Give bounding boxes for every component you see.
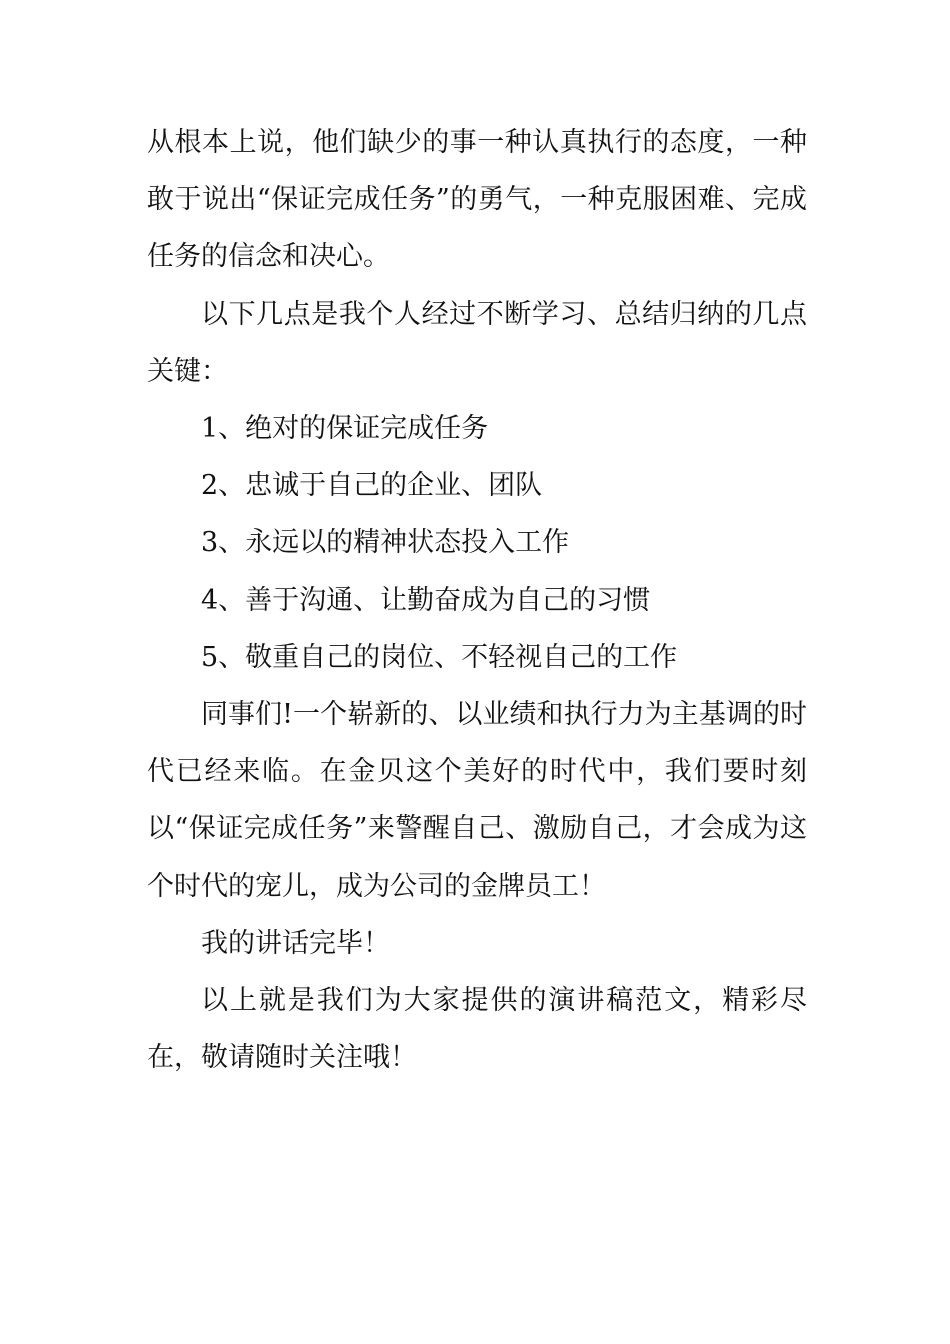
list-item-4: 4、善于沟通、让勤奋成为自己的习惯	[201, 584, 651, 616]
list-item-5: 5、敬重自己的岗位、不轻视自己的工作	[201, 641, 678, 673]
paragraph-key-points-intro: 以下几点是我个人经过不断学习、总结归纳的几点关键：	[147, 298, 807, 387]
paragraph-continuation: 从根本上说，他们缺少的事一种认真执行的态度，一种敢于说出“保证完成任务”的勇气，一种克服困难、完成任务的信念和决心。	[147, 127, 807, 273]
document-body	[147, 114, 807, 1086]
paragraph-closing: 以上就是我们为大家提供的演讲稿范文，精彩尽在，敬请随时关注哦！	[147, 985, 807, 1074]
list-item-1: 1、绝对的保证完成任务	[201, 413, 489, 445]
paragraph-speech-end: 我的讲话完毕！	[201, 927, 390, 959]
list-item-3: 3、永远以的精神状态投入工作	[201, 527, 570, 559]
paragraph-colleagues: 同事们!一个崭新的、以业绩和执行力为主基调的时代已经来临。在金贝这个美好的时代中，我们要时刻以“保证完成任务”来警醒自己、激励自己，才会成为这个时代的宠儿，成为公司的金牌员工！	[147, 699, 807, 902]
list-item-2: 2、忠诚于自己的企业、团队	[201, 470, 543, 502]
